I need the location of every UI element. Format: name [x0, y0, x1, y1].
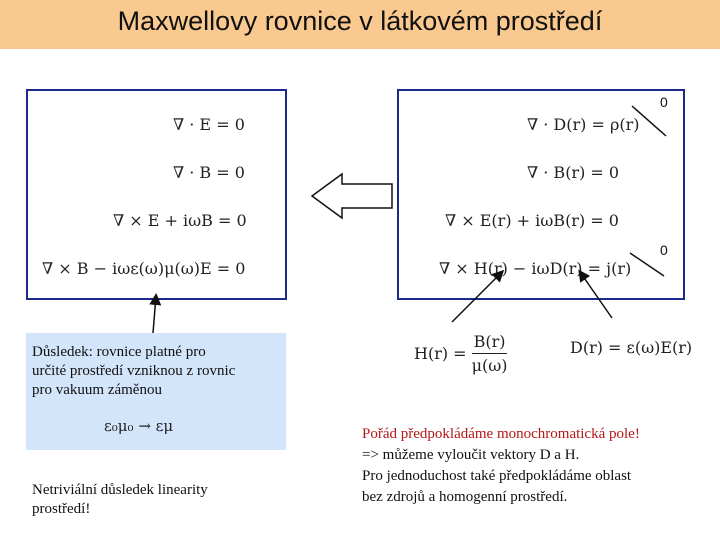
pointer-to-vacuum-box: [153, 296, 156, 333]
consequence-line-2: určité prostředí vzniknou z rovnic: [32, 363, 236, 379]
nontrivial-line-1: Netriviální důsledek linearity: [32, 482, 208, 498]
strike-line-j: [630, 253, 664, 276]
vacuum-eq-2: ∇ · B = 0: [173, 163, 245, 182]
medium-eq-4: ∇ × H(r) − iωD(r) = j(r): [439, 259, 632, 278]
assumption-line-4: bez zdrojů a homogenní prostředí.: [362, 489, 568, 505]
pointer-to-h: [452, 272, 502, 322]
assumption-line-1: Pořád předpokládáme monochromatická pole!: [362, 426, 640, 442]
vacuum-eq-1: ∇ · E = 0: [173, 115, 245, 134]
assumption-line-3: Pro jednoduchost také předpokládáme oblast: [362, 468, 632, 484]
slide-title: Maxwellovy rovnice v látkovém prostředí: [117, 6, 603, 36]
consequence-line-3: pro vakuum záměnou: [32, 382, 162, 398]
vacuum-eq-4: ∇ × B − iωε(ω)μ(ω)E = 0: [42, 259, 246, 278]
h-relation-denominator: μ(ω): [471, 356, 508, 375]
substitution-formula: ε₀μ₀ → εμ: [104, 417, 174, 435]
zero-label-bottom: 0: [660, 242, 668, 258]
medium-eq-1: ∇ · D(r) = ρ(r): [527, 115, 640, 134]
d-relation: D(r) = ε(ω)E(r): [570, 338, 693, 357]
consequence-line-1: Důsledek: rovnice platné pro: [32, 344, 206, 360]
medium-eq-2: ∇ · B(r) = 0: [527, 163, 620, 182]
h-relation-lhs: H(r) =: [414, 344, 467, 363]
pointer-to-d: [580, 272, 612, 318]
vacuum-eq-3: ∇ × E + iωB = 0: [113, 211, 247, 230]
h-relation-numerator: B(r): [472, 332, 508, 354]
nontrivial-line-2: prostředí!: [32, 501, 91, 517]
medium-eq-3: ∇ × E(r) + iωB(r) = 0: [445, 211, 619, 230]
assumption-line-2: => můžeme vyloučit vektory D a H.: [362, 447, 580, 463]
strike-line-rho: [632, 106, 666, 136]
zero-label-top: 0: [660, 94, 668, 110]
